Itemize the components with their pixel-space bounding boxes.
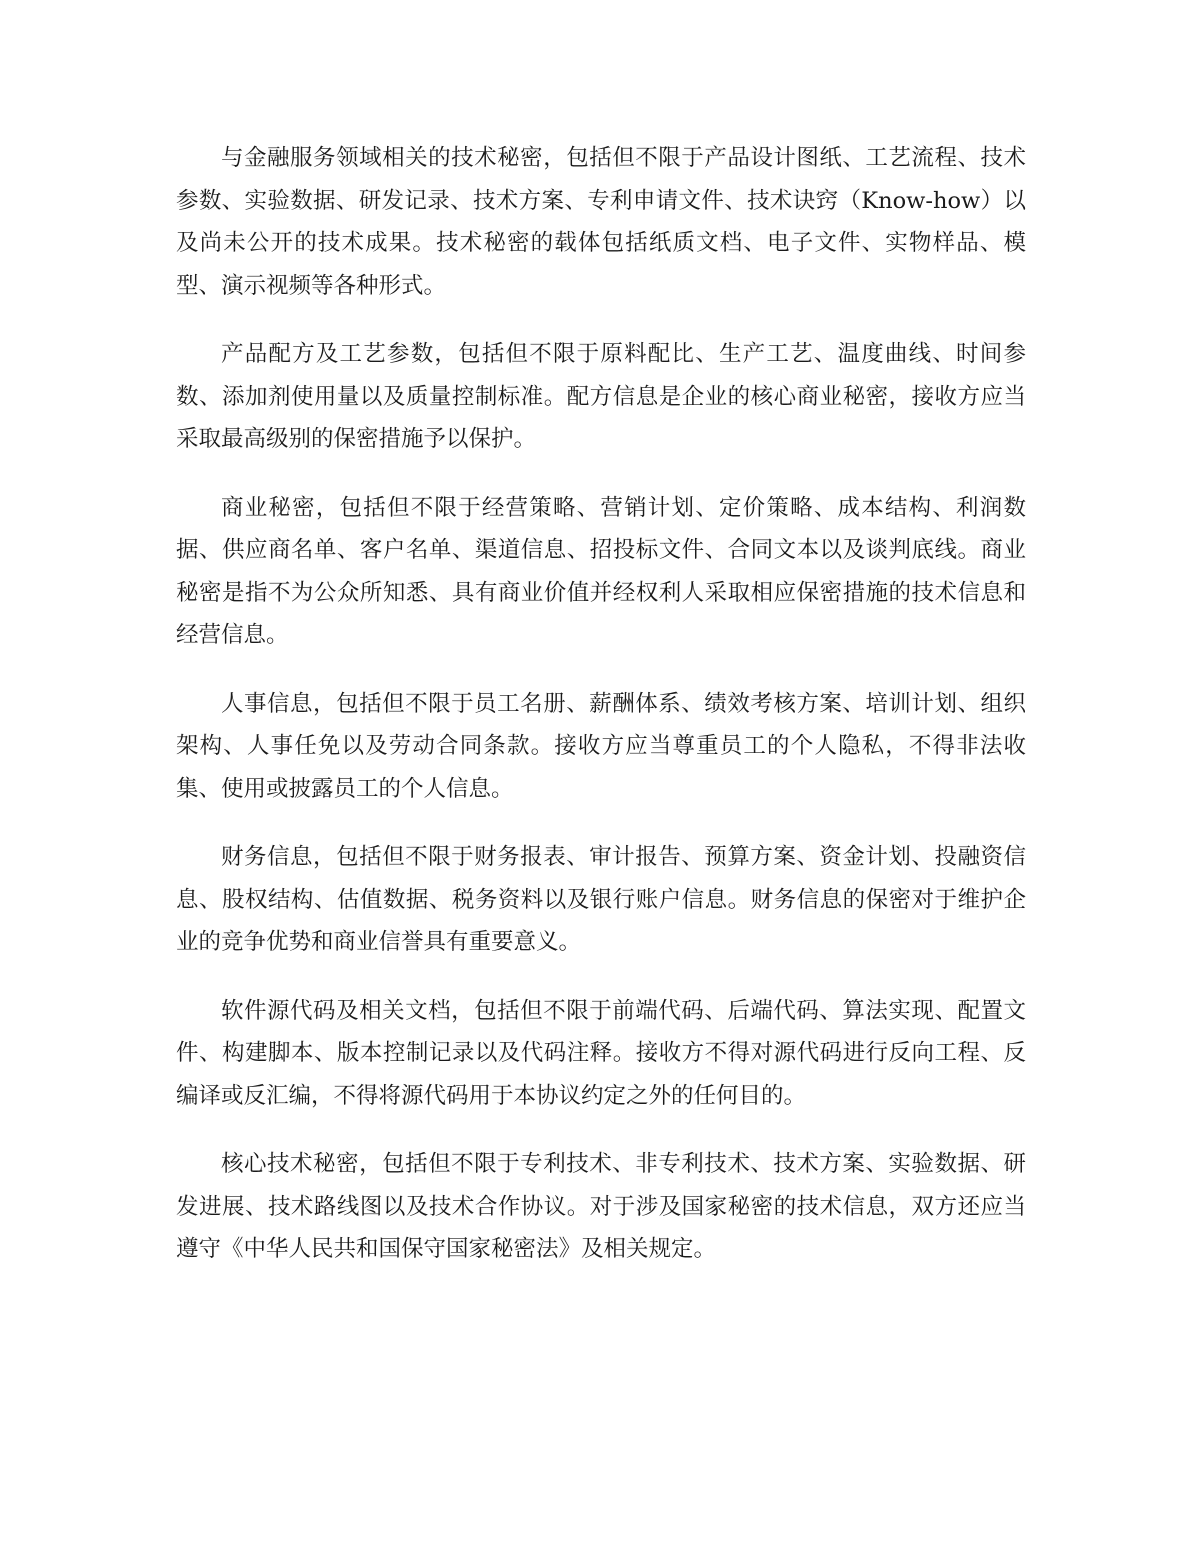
paragraph-source-code: 软件源代码及相关文档，包括但不限于前端代码、后端代码、算法实现、配置文件、构建脚本、版本控制记录以及代码注释。接收方不得对源代码进行反向工程、反编译或反汇编，不得将源代码用于本协议约定之外的任何目的。 bbox=[176, 997, 1026, 1109]
paragraph-core-technology: 核心技术秘密，包括但不限于专利技术、非专利技术、技术方案、实验数据、研发进展、技术路线图以及技术合作协议。对于涉及国家秘密的技术信息，双方还应当遵守《中华人民共和国保守国家秘密法》及相关规定。 bbox=[176, 1151, 1026, 1262]
paragraph-technical-secrets: 与金融服务领域相关的技术秘密，包括但不限于产品设计图纸、工艺流程、技术参数、实验数据、研发记录、技术方案、专利申请文件、技术诀窍（Know-how）以及尚未公开的技术成果。技术秘密的载体包括纸质文档、电子文件、实物样品、模型、演示视频等各种形式。 bbox=[176, 145, 1026, 299]
document-body bbox=[176, 137, 1026, 1297]
paragraph-financial-info: 财务信息，包括但不限于财务报表、审计报告、预算方案、资金计划、投融资信息、股权结构、估值数据、税务资料以及银行账户信息。财务信息的保密对于维护企业的竞争优势和商业信誉具有重要意义。 bbox=[176, 844, 1026, 955]
paragraph-personnel-info: 人事信息，包括但不限于员工名册、薪酬体系、绩效考核方案、培训计划、组织架构、人事任免以及劳动合同条款。接收方应当尊重员工的个人隐私，不得非法收集、使用或披露员工的个人信息。 bbox=[176, 690, 1026, 802]
paragraph-product-formula: 产品配方及工艺参数，包括但不限于原料配比、生产工艺、温度曲线、时间参数、添加剂使用量以及质量控制标准。配方信息是企业的核心商业秘密，接收方应当采取最高级别的保密措施予以保护。 bbox=[176, 341, 1026, 452]
paragraph-business-secrets: 商业秘密，包括但不限于经营策略、营销计划、定价策略、成本结构、利润数据、供应商名单、客户名单、渠道信息、招投标文件、合同文本以及谈判底线。商业秘密是指不为公众所知悉、具有商业价值并经权利人采取相应保密措施的技术信息和经营信息。 bbox=[176, 494, 1026, 648]
